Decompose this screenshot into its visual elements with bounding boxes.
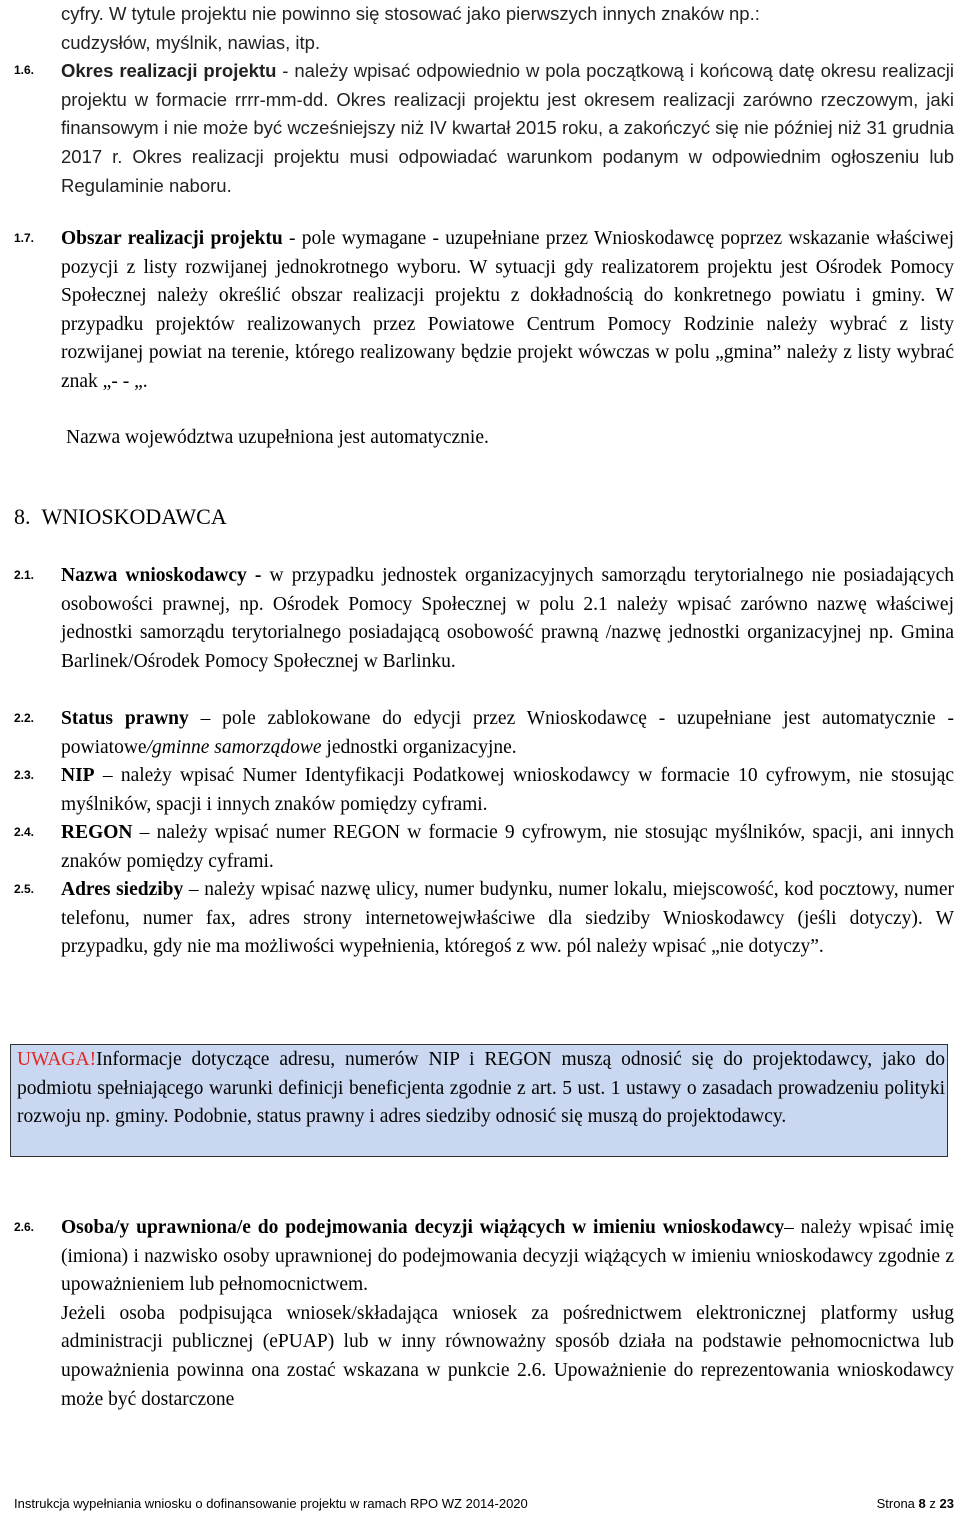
section-text — [61, 57, 954, 201]
section-title: Osoba/y uprawniona/e do podejmowania decyzji wiążących w imieniu wnioskodawcy — [61, 1217, 785, 1238]
section-text — [61, 562, 954, 676]
section-title: Adres siedziby — [61, 879, 184, 900]
section-text — [61, 705, 954, 762]
notice-body: Informacje dotyczące adresu, numerów NIP i REGON muszą odnosić się do projektodawcy, jako do podmiotu spełniającego warunki definicji beneficjenta zgodnie z art. 5 ust. 1 ustawy o zasadach prowadzeniu polityki rozwoju np. gminy. Podobnie, status prawny i adres siedziby odnosić się muszą do projektodawcy. — [17, 1049, 945, 1128]
page-footer — [14, 1496, 954, 1511]
section-number: 2.3. — [14, 768, 35, 782]
section-text — [61, 819, 954, 876]
section-number: 2.2. — [14, 711, 35, 725]
section-number: 2.1. — [14, 568, 35, 582]
section-title: Status prawny — [61, 708, 189, 729]
section-text — [61, 225, 954, 397]
notice-text — [17, 1046, 945, 1132]
section-number: 2.4. — [14, 825, 35, 839]
section-text — [61, 1214, 954, 1414]
section-title: Nazwa wnioskodawcy - — [61, 565, 262, 586]
section-body: - należy wpisać odpowiednio w pola początkową i końcową datę okresu realizacji projektu w formacie rrrr-mm-dd. Okres realizacji projektu jest okresem realizacji zarówno rzeczowym, jaki finansowym i nie może być wcześniejszy niż IV kwartał 2015 roku, a zakończyć się nie później niż 31 grudnia 2017 r. — [61, 60, 954, 168]
section-paragraph-2: Jeżeli osoba podpisująca wniosek/składająca wniosek za pośrednictwem elektronicznej platformy usług administracji publicznej (ePUAP) lub w inny równoważny sposób działa na podstawie pełnomocnictwa lub upoważnienia powinna ona zostać wskazana w punkcie 2.6. Upoważnienie do reprezentowania wnioskodawcy może być dostarczone — [61, 1302, 954, 1410]
section-body-2: jednostki organizacyjne. — [321, 736, 517, 758]
section-title: Okres realizacji projektu — [61, 60, 277, 81]
page-total: 23 — [939, 1496, 954, 1511]
notice-label: UWAGA! — [17, 1049, 97, 1070]
section-text — [61, 762, 954, 819]
intro-line-1: cyfry. W tytule projektu nie powinno się stosować jako pierwszych innych znaków np.: — [61, 3, 760, 24]
section-title: REGON — [61, 822, 133, 843]
notice-box — [10, 1044, 948, 1157]
page-current: 8 — [918, 1496, 926, 1511]
section-heading: 8. WNIOSKODAWCA — [14, 504, 227, 529]
section-body-italic: /gminne samorządowe — [146, 736, 322, 758]
voivodeship-note: Nazwa województwa uzupełniona jest automatycznie. — [66, 427, 489, 448]
section-body-2: Okres realizacji projektu musi odpowiadać warunkom podanym w odpowiednim ogłoszeniu lub Regulaminie naboru. — [61, 146, 955, 196]
section-number: 2.5. — [14, 882, 35, 896]
section-title: NIP — [61, 765, 95, 786]
section-number: 2.6. — [14, 1220, 35, 1234]
section-body: – należy wpisać nazwę ulicy, numer budynku, numer lokalu, miejscowość, kod pocztowy, numer telefonu, numer fax, adres strony internetowejwłaściwe dla siedziby Wnioskodawcy (jeśli dotyczy). W przypadku, gdy nie ma możliwości wypełnienia, któregoś z ww. pól należy wpisać „nie dotyczy”. — [61, 879, 955, 958]
section-body: – pole zablokowane do edycji przez Wnioskodawcę - uzupełniane jest automatycznie - powiatowe — [61, 708, 954, 758]
section-body: – należy wpisać Numer Identyfikacji Podatkowej wnioskodawcy w formacie 10 cyfrowym, nie stosując myślników, spacji i innych znaków pomiędzy cyframi. — [61, 765, 954, 815]
section-number: 1.6. — [14, 63, 35, 77]
footer-title: Instrukcja wypełniania wniosku o dofinansowanie projektu w ramach RPO WZ 2014-2020 — [14, 1496, 528, 1511]
section-body: – należy wpisać numer REGON w formacie 9 cyfrowym, nie stosując myślników, spacji, ani innych znaków pomiędzy cyframi. — [61, 822, 954, 872]
page-number — [877, 1496, 954, 1511]
section-body: w przypadku jednostek organizacyjnych samorządu terytorialnego nie posiadających osobowości prawnej, np. Ośrodek Pomocy Społecznej w polu 2.1 należy wpisać zarówno nazwę właściwej jednostki samorządu terytorialnego posiadającą osobowość prawną /nazwę jednostki organizacyjnej np. Gmina Barlinek/Ośrodek Pomocy Społecznej w Barlinku. — [61, 565, 954, 672]
section-number: 1.7. — [14, 231, 35, 245]
section-body: - pole wymagane - uzupełniane przez Wnioskodawcę poprzez wskazanie właściwej pozycji z listy rozwijanej jednokrotnego wyboru. W sytuacji gdy realizatorem projektu jest Ośrodek Pomocy Społecznej należy określić obszar realizacji projektu z dokładnością do konkretnego powiatu i gminy. W przypadku projektów realizowanych przez Powiatowe Centrum Pomocy Rodzinie należy wybrać z listy rozwijanej powiat na terenie, którego realizowany będzie projekt wówczas w polu „gmina” należy z listy wybrać znak „- - „. — [61, 228, 954, 392]
section-title: Obszar realizacji projektu — [61, 228, 283, 249]
page-label: Strona — [876, 1496, 915, 1511]
section-body: – należy wpisać imię (imiona) i nazwisko osoby uprawnionej do podejmowania decyzji wiążących w imieniu wnioskodawcy zgodnie z upoważnieniem lub pełnomocnictwem. — [61, 1217, 954, 1296]
intro-line-2: cudzysłów, myślnik, nawias, itp. — [61, 31, 321, 53]
page-sep: z — [929, 1496, 936, 1511]
section-text — [61, 876, 954, 962]
